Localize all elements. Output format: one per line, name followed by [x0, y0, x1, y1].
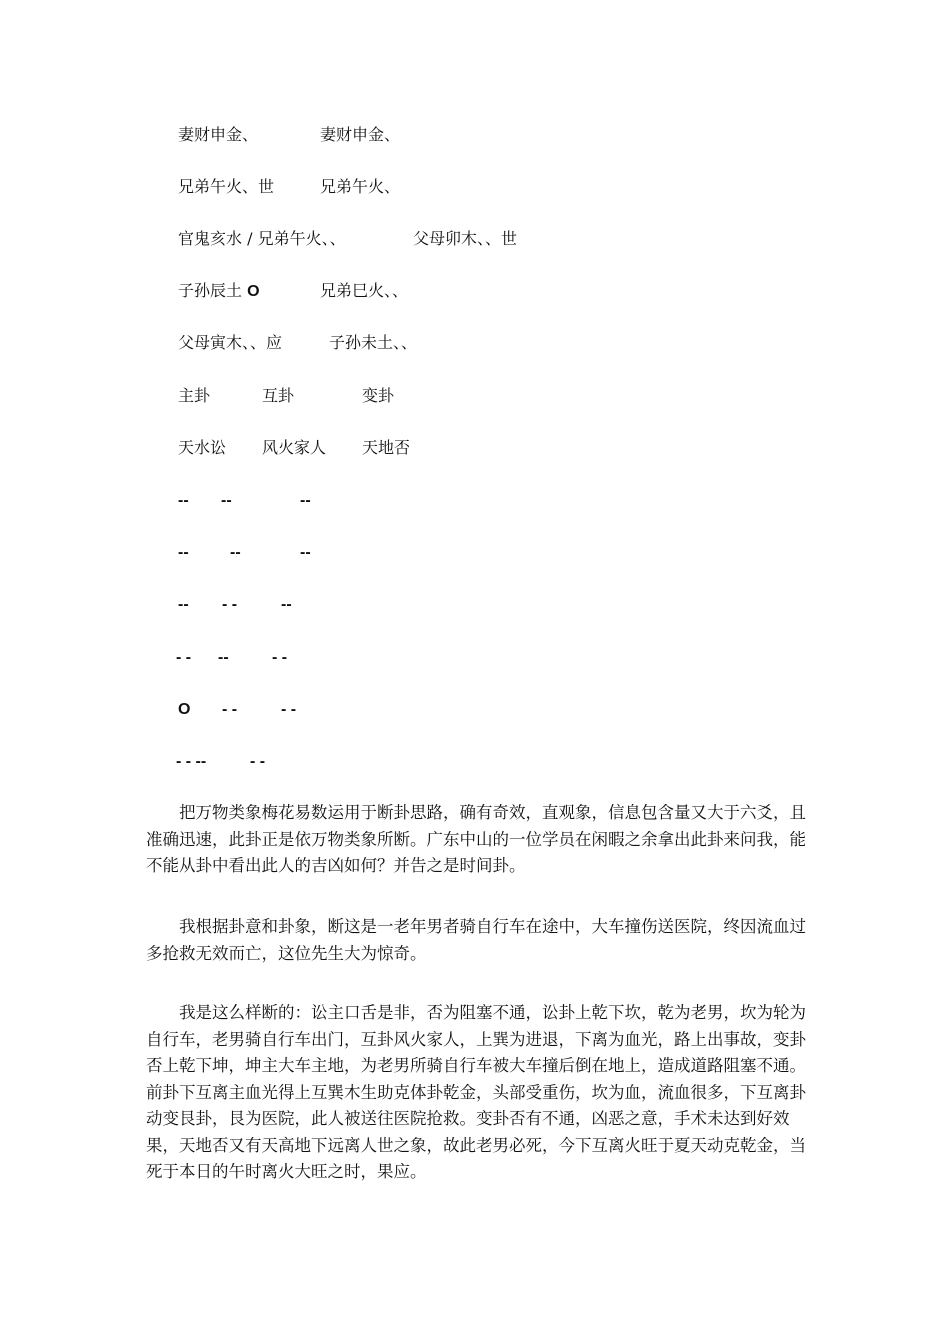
yao-line-5-changed: 子孙未土、、 — [329, 333, 418, 352]
yao-line-4-main — [178, 281, 260, 302]
symbol-row-5-a: O — [178, 701, 191, 718]
symbol-row-2-a: -- — [178, 544, 189, 561]
name-main-gua: 天水讼 — [178, 438, 227, 457]
header-changed-gua: 变卦 — [362, 386, 395, 405]
symbol-row-1-c: -- — [300, 492, 311, 509]
moving-line-mark: O — [247, 283, 260, 300]
symbol-row-4-a: - - — [176, 649, 192, 666]
symbol-row-5-c: - - — [281, 701, 297, 718]
yao-line-3-main: 官鬼亥水 / 兄弟午火、、 — [178, 229, 346, 248]
paragraph-intro: 把万物类象梅花易数运用于断卦思路，确有奇效，直观象，信息包含量又大于六爻，且准确迅速，此卦正是依万物类象所断。广东中山的一位学员在闲暇之余拿出此卦来问我，能不能从卦中看出此人的吉凶如何？并告之是时间卦。 — [146, 803, 806, 875]
name-changed-gua: 天地否 — [362, 438, 411, 457]
yao-line-4-changed: 兄弟巳火、、 — [320, 281, 409, 300]
symbol-row-1-a: -- — [178, 492, 189, 509]
paragraph-reasoning: 我是这么样断的：讼主口舌是非，否为阻塞不通，讼卦上乾下坎，乾为老男，坎为轮为自行车，老男骑自行车出门，互卦风火家人，上巽为进退，下离为血光，路上出事故，变卦否上乾下坤，坤主大车主地，为老男所骑自行车被大车撞后倒在地上，造成道路阻塞不通。前卦下互离主血光得上互巽木生助克体卦乾金，头部受重伤，坎为血，流血很多，下互离卦动变艮卦，艮为医院，此人被送往医院抢救。变卦否有不通，凶恶之意，手术未达到好效果，天地否又有天高地下远离人世之象，故此老男必死，今下互离火旺于夏天动克乾金，当死于本日的午时离火大旺之时，果应。 — [146, 1003, 806, 1181]
symbol-row-6-a: - - -- — [176, 753, 207, 770]
yao-line-4-main-text: 子孙辰土 — [178, 281, 248, 300]
symbol-row-3-b: - - — [222, 596, 238, 613]
yao-line-2-changed: 兄弟午火、 — [320, 177, 401, 196]
symbol-row-6-b: - - — [250, 753, 266, 770]
yao-line-2-main: 兄弟午火、世 — [178, 177, 275, 196]
symbol-row-4-b: -- — [218, 649, 229, 666]
symbol-row-2-b: -- — [230, 544, 241, 561]
name-mutual-gua: 风火家人 — [262, 438, 327, 457]
header-mutual-gua: 互卦 — [262, 386, 295, 405]
yao-line-5-main: 父母寅木、、应 — [178, 333, 283, 352]
header-main-gua: 主卦 — [178, 386, 211, 405]
symbol-row-4-c: - - — [272, 649, 288, 666]
yao-line-1-main: 妻财申金、 — [178, 125, 259, 144]
yao-line-1-changed: 妻财申金、 — [320, 125, 401, 144]
yao-line-3-changed: 父母卯木、、世 — [413, 229, 518, 248]
symbol-row-1-b: -- — [221, 492, 232, 509]
symbol-row-3-a: -- — [178, 596, 189, 613]
symbol-row-2-c: -- — [300, 544, 311, 561]
paragraph-judgment: 我根据卦意和卦象，断这是一老年男者骑自行车在途中，大车撞伤送医院，终因流血过多抢救无效而亡，这位先生大为惊奇。 — [146, 917, 806, 963]
symbol-row-3-c: -- — [281, 596, 292, 613]
symbol-row-5-b: - - — [222, 701, 238, 718]
